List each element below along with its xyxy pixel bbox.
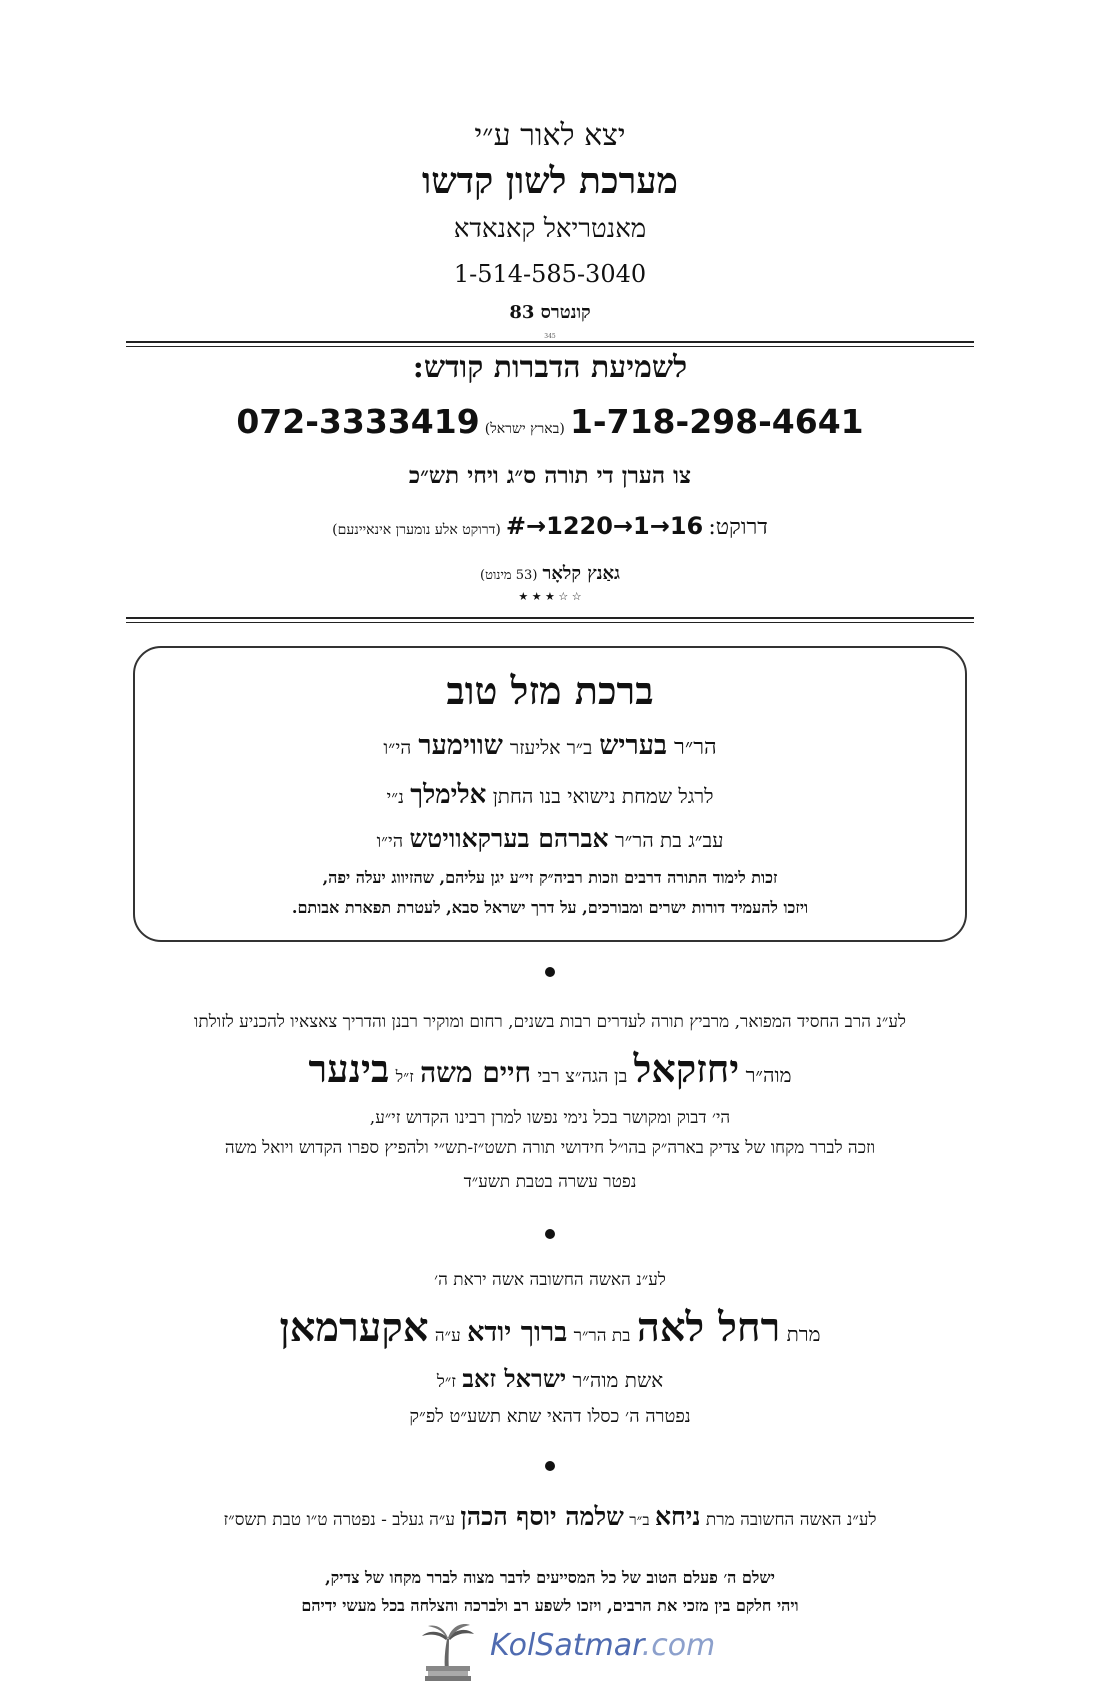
mazal-line3 — [0, 824, 1100, 854]
memorial1-name-line — [0, 1046, 1100, 1092]
press-row — [0, 512, 1100, 540]
memorial1-name: יחזקאל — [633, 1046, 740, 1091]
memorial2-line3 — [0, 1364, 1100, 1394]
mazal-l2-pre: לרגל שמחת נישואי בנו החתן — [492, 784, 714, 808]
memorial2-name: רחל לאה — [636, 1304, 781, 1351]
closing-line1: ישלם ה׳ פעלם הטוב של כל המסייעים לדבר מצוה לברר מקחו של צדיק, — [325, 1568, 775, 1587]
memorial3-post: ע״ה געלב - נפטרה ט״ו טבת תשס״ז — [223, 1510, 455, 1530]
minutes: (53 מינוט) — [480, 568, 538, 583]
divider-mid — [126, 617, 974, 623]
mazal-l3-pre: עב״ג בת הר״ר — [614, 828, 724, 852]
mazal-line4: זכות לימוד התורה דרבים וזכות רביה״ק זי״ע יגן עליהם, שהזיווג יעלה יפה, — [322, 868, 778, 887]
memorial2-father: ברוך יודא — [467, 1317, 568, 1348]
memorial1-zl: ז״ל — [395, 1067, 414, 1086]
closing-line2: ויהי חלקם בין מזכי את הרבים, ויזכו לשפע רב ולברכה והצלחה בכל מעשי ידיהם — [301, 1596, 799, 1615]
memorial3-name: ניחא — [654, 1502, 701, 1531]
mazal-l1-pre: הר״ר — [674, 735, 717, 760]
mazal-line1 — [0, 730, 1100, 761]
memorial1-intro: לע״נ הרב החסיד המפואר, מרביץ תורה לעדרים רבות בשנים, רחום ומוקיר רבנן והדריך צאצאיו להכניע לזולתו — [194, 1012, 906, 1032]
memorial2-l3-pre: אשת מוה״ר — [572, 1368, 664, 1392]
logo-suffix: .com — [641, 1628, 716, 1663]
bullet-separator — [545, 1229, 555, 1239]
memorial2-l3-name: ישראל זאב — [462, 1364, 567, 1393]
press-note: (דרוקט אלע נומערן אינאיינעם) — [332, 522, 501, 538]
memorial2-ah: ע״ה — [434, 1326, 461, 1346]
memorial1-mid: בן הגה״צ רבי — [537, 1066, 628, 1087]
press-code: #→1220→1→16 — [505, 512, 704, 540]
memorial1-line5: נפטר עשרה בטבת תשע״ד — [463, 1172, 637, 1192]
palm-tree-books-icon — [418, 1620, 478, 1682]
header-phone: 1-514-585-3040 — [453, 260, 647, 288]
mazal-line5: ויזכו להעמיד דורות ישרים ומבורכים, על דרך ישראל סבא, לעטרת תפארת אבותם. — [291, 898, 809, 917]
phone-us: 1-718-298-4641 — [569, 402, 864, 441]
memorial1-surname: בינער — [308, 1046, 390, 1091]
memorial2-intro: לע״נ האשה החשובה אשה יראת ה׳ — [434, 1270, 666, 1290]
mazal-l2-post: נ״י — [386, 787, 404, 808]
mazal-l1-surname: שווימער — [418, 730, 503, 761]
memorial1-father: חיים משה — [420, 1056, 532, 1089]
memorial2-l3-post: ז״ל — [436, 1372, 457, 1392]
mazal-l3-name: אברהם בערקאוויטש — [409, 824, 609, 853]
memorial2-surname: אקערמאן — [279, 1304, 429, 1351]
quality-label: גאַנץ קלאָר — [542, 563, 620, 584]
divider-top — [126, 341, 974, 347]
quality-row — [0, 563, 1100, 584]
header-line1: יצא לאור ע״י — [474, 118, 626, 153]
header-line3: מאנטריאל קאנאדא — [453, 214, 647, 244]
bullet-separator — [545, 1461, 555, 1471]
israel-label: (בארץ ישראל) — [484, 421, 565, 437]
listen-title: לשמיעת הדברות קודש: — [412, 350, 688, 385]
memorial3-father: שלמה יוסף הכהן — [460, 1502, 624, 1531]
memorial3-line — [0, 1502, 1100, 1532]
memorial3-mid: ב״ר — [629, 1511, 650, 1529]
logo-text[interactable] — [490, 1628, 715, 1663]
mazal-title: ברכת מזל טוב — [446, 668, 654, 713]
memorial1-pre: מוה״ר — [745, 1063, 792, 1087]
mazal-l2-name: אלימלך — [410, 780, 487, 810]
star-rating: ★ ★ ★ ☆ ☆ — [518, 590, 582, 603]
memorial2-mid: בת הר״ר — [573, 1326, 631, 1346]
logo-name: KolSatmar — [490, 1628, 642, 1663]
mazal-line2 — [0, 780, 1100, 810]
mazal-l1-name: בעריש — [599, 730, 668, 761]
phone-row — [0, 402, 1100, 441]
memorial1-line4: וזכה לברר מקחו של צדיק בארה״ק בהו״ל חידושי תורה תשט״ז-תש״י ולהפיץ ספרו הקדוש ויואל משה — [224, 1138, 876, 1158]
memorial2-name-line — [0, 1304, 1100, 1351]
memorial2-pre: מרת — [786, 1322, 821, 1346]
phone-israel: 072-3333419 — [236, 402, 480, 441]
mazal-l1-mid: ב״ר אליעזר — [509, 737, 593, 759]
mazal-l1-post: הי״ו — [383, 737, 412, 759]
subject-line: צו הערן די תורה ס״ג ויחי תש״כ — [408, 462, 692, 489]
bullet-separator — [545, 967, 555, 977]
memorial1-line3: הי׳ דבוק ומקושר בכל נימי נפשו למרן רבינו הקדוש זי״ע, — [369, 1108, 731, 1128]
memorial2-line4: נפטרה ה׳ כסלו דהאי שתא תשע״ט לפ״ק — [409, 1406, 691, 1427]
memorial3-pre: לע״נ האשה החשובה מרת — [705, 1510, 877, 1530]
header-kuntres: קונטרס 83 — [509, 302, 591, 323]
mazal-l3-post: הי״ו — [376, 831, 404, 852]
press-label: דרוקט: — [708, 515, 768, 540]
tiny-number: 345 — [544, 333, 556, 340]
header-line2: מערכת לשון קדשו — [421, 160, 678, 202]
